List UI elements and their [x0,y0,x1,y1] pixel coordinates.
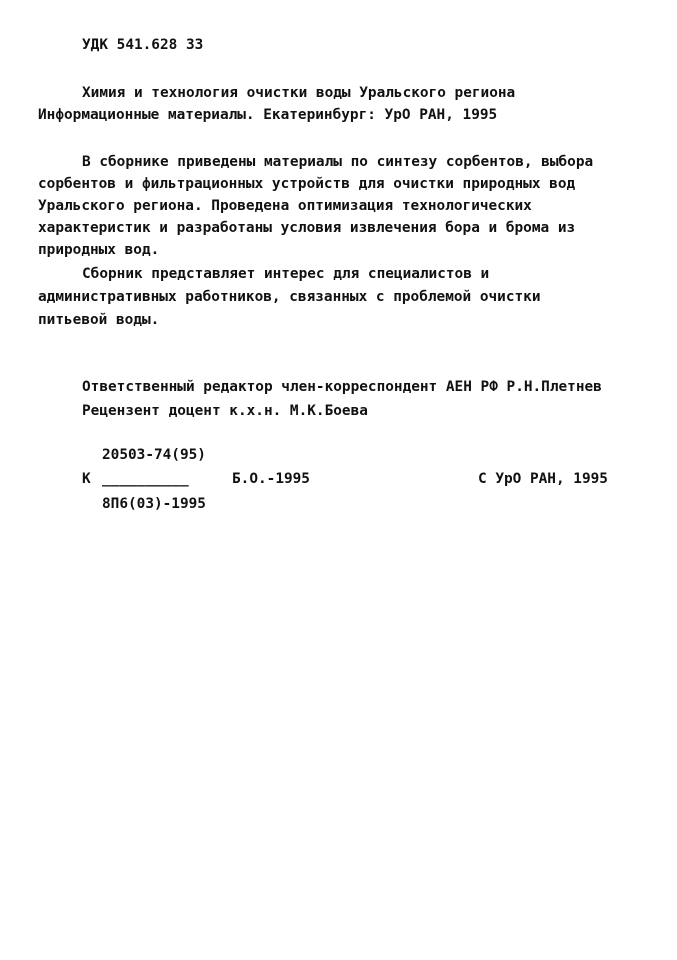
abstract-p1-line-1: В сборнике приведены материалы по синтезу сорбентов, выбора [82,154,594,170]
title-line-1: Химия и технология очистки воды Уральского региона [82,85,516,101]
copyright-notice: С УрО РАН, 1995 [478,471,608,487]
reviewer-credit: Рецензент доцент к.х.н. М.К.Боева [82,403,368,419]
catalog-code-bottom: 8П6(03)-1995 [102,496,206,512]
catalog-bo-code: Б.О.-1995 [232,471,310,487]
abstract-p2-line-3: питьевой воды. [38,312,160,328]
catalog-blank-line: __________ [102,471,189,487]
abstract-p1-line-4: характеристик и разработаны условия извлечения бора и брома из [38,220,576,236]
catalog-code-top: 20503-74(95) [102,447,206,463]
abstract-p1-line-3: Уральского региона. Проведена оптимизация технологических [38,198,532,214]
title-line-2: Информационные материалы. Екатеринбург: УрО РАН, 1995 [38,107,498,123]
editor-credit: Ответственный редактор член-корреспондент АЕН РФ Р.Н.Плетнев [82,379,602,395]
abstract-p1-line-2: сорбентов и фильтрационных устройств для очистки природных вод [38,176,576,192]
abstract-p2-line-1: Сборник представляет интерес для специалистов и [82,266,490,282]
udk-code: УДК 541.628 33 [82,37,204,53]
catalog-k-letter: К [82,471,91,487]
abstract-p2-line-2: административных работников, связанных с проблемой очистки [38,289,541,305]
abstract-p1-line-5: природных вод. [38,242,160,258]
